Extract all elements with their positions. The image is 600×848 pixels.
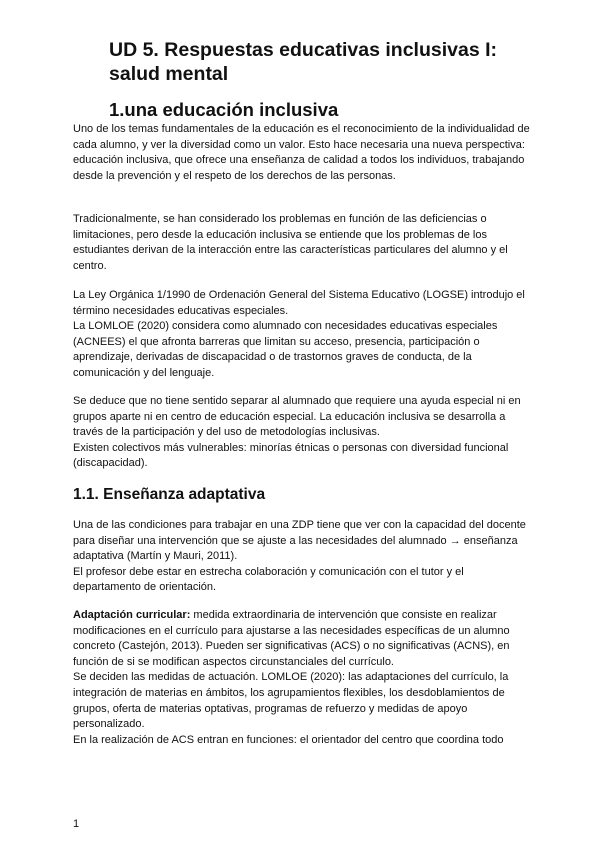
page-number: 1 <box>73 818 80 830</box>
section-heading: 1.una educación inclusiva <box>109 99 339 120</box>
paragraph: Uno de los temas fundamentales de la educación es el reconocimiento de la individualidad de cada alumno, y ver la diversidad como un valor. Esto hace necesaria una nueva perspectiva: educación inclusiva, que ofrece una enseñanza de calidad a todos los individuos, trabajando desde la prevención y el respeto de los derechos de las personas. <box>73 123 530 182</box>
definition-text: medida extraordinaria de intervención que consiste en realizar modificaciones en el currículo para ajustarse a las necesidades específicas de un alumno concreto (Castejón, 2013). Pueden ser significativas (ACS) o no significativas (ACNS), en función de si se modifican aspectos circunstanciales del currículo. <box>73 609 510 668</box>
document-title: UD 5. Respuestas educativas inclusivas I: salud mental <box>109 39 498 85</box>
paragraph: Una de las condiciones para trabajar en una ZDP tiene que ver con la capacidad del docente para diseñar una intervención que se ajuste a las necesidades del alumnado → enseñanza adaptativa (Martín y Mauri, 2011). El profesor debe estar en estrecha colaboración y comunicación con el tutor y el departamento de orientación. <box>73 519 526 594</box>
paragraph: Tradicionalmente, se han considerado los problemas en función de las deficiencias o limitaciones, pero desde la educación inclusiva se entiende que los problemas de los estudiantes derivan de la interacción entre las características particulares del alumno y el centro. <box>73 213 508 272</box>
definition-label: Adaptación curricular: <box>73 609 191 621</box>
paragraph: Se deduce que no tiene sentido separar al alumnado que requiere una ayuda especial ni en grupos aparte ni en centro de educación especial. La educación inclusiva se desarrolla a través de la participación y del uso de metodologías inclusivas. Existen colectivos más vulnerables: minorías étnicas o personas con diversidad funcional (discapacidad). <box>73 395 521 470</box>
subsection-heading: 1.1. Enseñanza adaptativa <box>73 486 266 503</box>
paragraph: La Ley Orgánica 1/1990 de Ordenación General del Sistema Educativo (LOGSE) introdujo el término necesidades educativas especiales. La LOMLOE (2020) considera como alumnado con necesidades educativas especiales (ACNEES) el que afronta barreras que limitan su acceso, presencia, participación o aprendizaje, derivadas de discapacidad o de trastornos graves de conducta, de la comunicación y del lenguaje. <box>73 289 525 379</box>
paragraph: Adaptación curricular: medida extraordinaria de intervención que consiste en realizar modificaciones en el currículo para ajustarse a las necesidades específicas de un alumno concreto (Castejón, 2013). Pueden ser significativas (ACS) o no significativas (ACNS), en función de si se modifican aspectos circunstanciales del currículo. Se deciden las medidas de actuación. LOMLOE (2020): las adaptaciones del currículo, la integración de materias en ámbitos, los agrupamientos flexibles, los desdoblamientos de grupos, oferta de materias optativas, programas de refuerzo y medidas de apoyo personalizado. En la realización de ACS entran en funciones: el orientador del centro que coordina todo <box>73 609 510 746</box>
